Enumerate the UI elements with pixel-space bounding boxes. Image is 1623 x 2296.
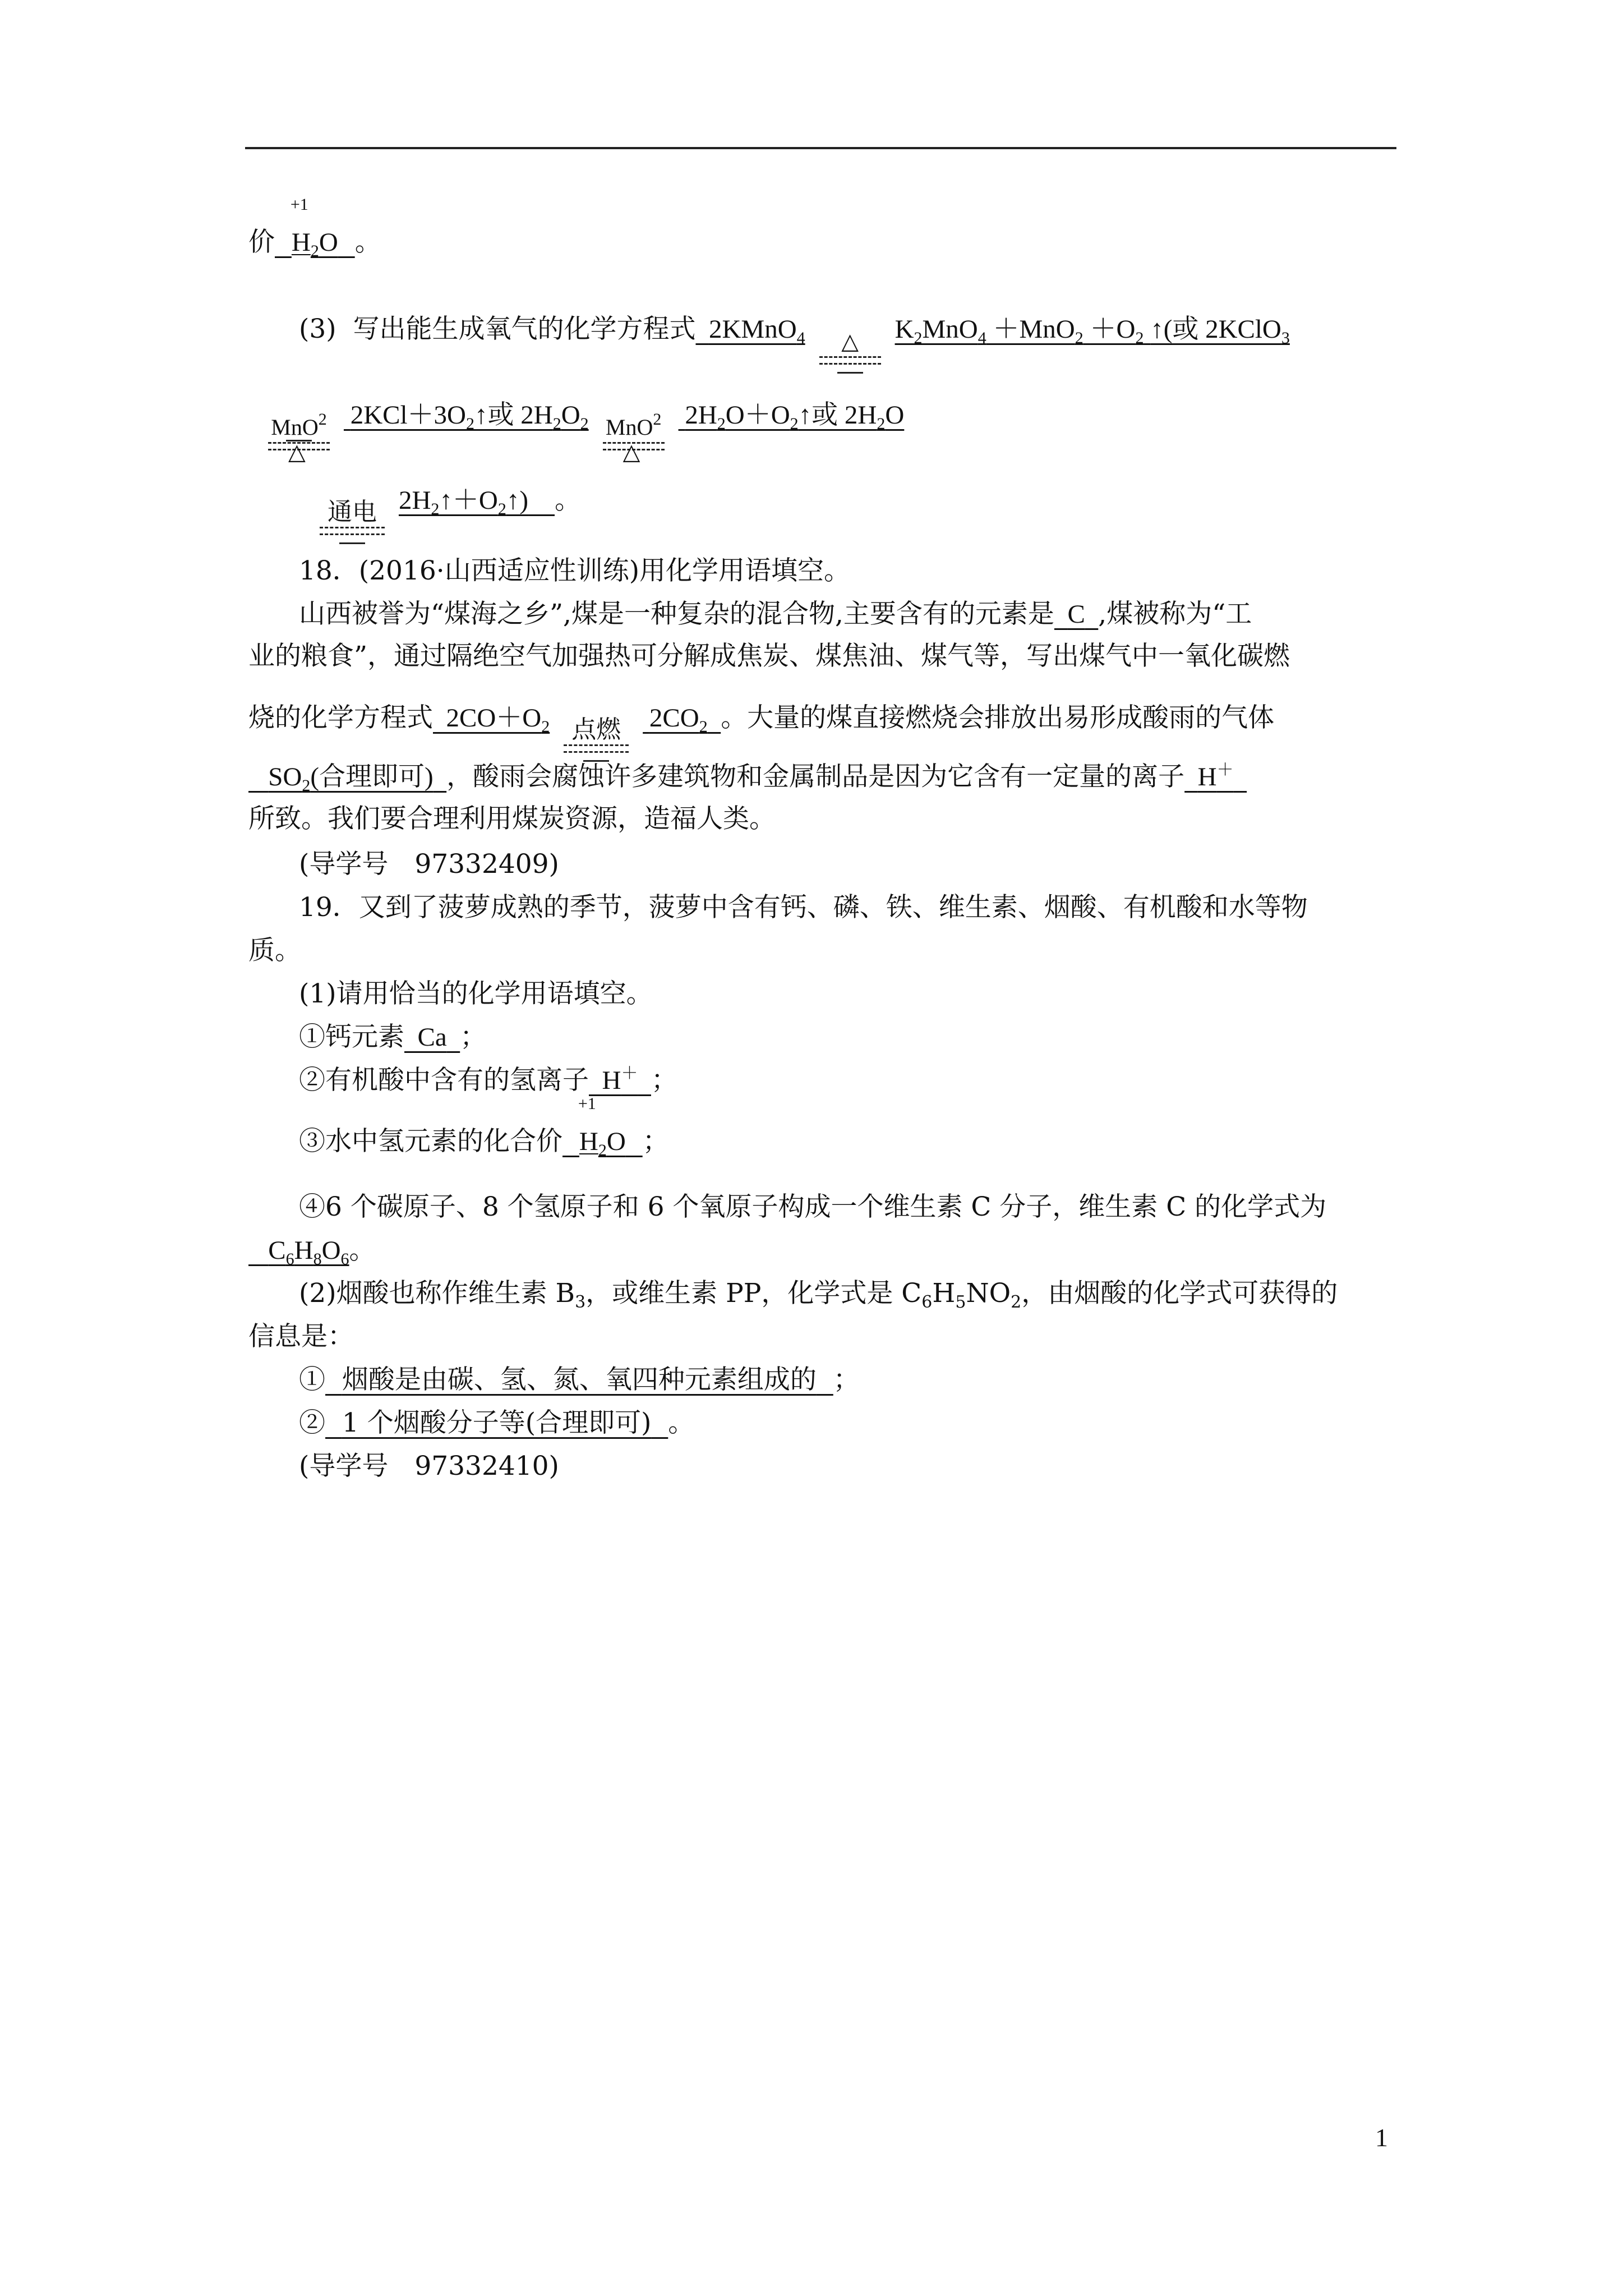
question-19-info-2: ② 1 个烟酸分子等(合理即可) 。 bbox=[299, 1407, 695, 1438]
valence-answer: +1 $H_2O$ bbox=[290, 195, 338, 260]
question-19-item-3: ③水中氢元素的化合价 +1 $H_2O$ ； bbox=[299, 1094, 669, 1159]
oxidation-marked-element: +1 H bbox=[290, 195, 311, 257]
heat-condition: △ bbox=[819, 330, 881, 374]
answer-hydrogen-ion: H＋ bbox=[1197, 761, 1234, 792]
question-18-paragraph-2: 业的粮食”，通过隔绝空气加强热可分解成焦炭、煤焦油、煤气等，写出煤气中一氧化碳燃 bbox=[248, 641, 1290, 671]
co-combustion-product: $2CO_2$ bbox=[649, 703, 708, 736]
catalyst-condition-1: MnO$^2$ △ bbox=[268, 416, 330, 441]
question-19-heading: 19．又到了菠萝成熟的季节，菠萝中含有钙、磷、铁、维生素、烟酸、有机酸和水等物 bbox=[299, 892, 1308, 923]
electrolysis-condition: 通电 bbox=[320, 501, 385, 544]
question-18-paragraph-5: 所致。我们要合理利用煤炭资源，造福人类。 bbox=[248, 803, 776, 834]
answer-vitamin-c-formula: $C_6H_8O_6$ bbox=[268, 1236, 349, 1268]
catalyst-condition-2: MnO$^2$ △ bbox=[603, 416, 665, 455]
valence-line: 价 +1 $H_2O$ 。 bbox=[248, 195, 381, 260]
question-19-guide-number: (导学号 97332410) bbox=[299, 1451, 559, 1481]
question-3-line3: 通电 $2H_2↑+O_2↑$) 。 bbox=[314, 484, 581, 544]
eq4-products: $2H_2↑+O_2↑$) bbox=[398, 486, 529, 518]
question-19-item-4-answer: $C_6H_8O_6$。 bbox=[248, 1234, 376, 1267]
question-3-line2 bbox=[262, 398, 905, 465]
eq3-products: $2H_2O+O_2↑$或 $2H_2O$ bbox=[685, 401, 905, 433]
answer-info-1: 烟酸是由碳、氢、氮、氧四种元素组成的 bbox=[342, 1364, 817, 1395]
question-3-label: (3) bbox=[299, 314, 336, 344]
question-18-paragraph-4: $SO_2$(合理即可) ，酸雨会腐蚀许多建筑物和金属制品是因为它含有一定量的离子 H＋ bbox=[248, 760, 1247, 794]
answer-hydrogen-ion-2: H＋ bbox=[602, 1064, 638, 1095]
question-19-item-4: ④6 个碳原子、8 个氢原子和 6 个氧原子构成一个维生素 C 分子，维生素 C 的化学式为 bbox=[299, 1191, 1327, 1222]
question-19-part-1: (1)请用恰当的化学用语填空。 bbox=[299, 978, 653, 1009]
co-combustion-reactants: $2CO+O_2$ bbox=[446, 703, 550, 736]
question-18-heading: 18．(2016·山西适应性训练)用化学用语填空。 bbox=[299, 555, 851, 586]
question-18-guide-number: (导学号 97332409) bbox=[299, 849, 559, 880]
question-19-part-2-cont: 信息是： bbox=[248, 1321, 354, 1352]
question-19-item-1: ①钙元素 Ca ； bbox=[299, 1022, 487, 1052]
answer-info-2: 1 个烟酸分子等(合理即可) bbox=[342, 1407, 652, 1438]
question-19-info-1: ① 烟酸是由碳、氢、氮、氧四种元素组成的 ； bbox=[299, 1364, 860, 1395]
valence-prefix: 价 bbox=[248, 227, 275, 257]
eq1-products: $K_2MnO_4 +MnO_2 +O_2$ ↑(或 2KClO$_3$ bbox=[895, 315, 1290, 347]
question-19-item-2: ②有机酸中含有的氢离子 H＋ ； bbox=[299, 1064, 677, 1096]
question-3-text: 写出能生成氧气的化学方程式 bbox=[353, 314, 696, 344]
question-19-part-2: (2)烟酸也称作维生素 $B_3$，或维生素 PP，化学式是 $C_6H_5NO_2$，由烟酸的化学式可获得的 bbox=[299, 1278, 1338, 1312]
question-3-line1 bbox=[299, 312, 1290, 374]
oxidation-state-2: +1 bbox=[578, 1094, 596, 1113]
answer-so2: $SO_2$(合理即可) bbox=[268, 762, 434, 795]
question-18-paragraph-3: 烧的化学方程式 $2CO+O_2$ 点燃 $2CO_2$ 。大量的煤直接燃烧会排放出易形成酸雨的气体 bbox=[248, 701, 1274, 762]
question-19-heading-cont: 质。 bbox=[248, 935, 301, 966]
eq1-reactant: 2KMnO$_4$ bbox=[708, 315, 805, 347]
ignition-condition: 点燃 bbox=[564, 719, 629, 762]
answer-carbon: C bbox=[1067, 600, 1085, 629]
eq2-products: $2KCl+3O_2↑$或 $2H_2O_2$ bbox=[350, 401, 589, 433]
answer-calcium: Ca bbox=[417, 1023, 447, 1052]
answer-valence: +1 $H_2O$ bbox=[578, 1094, 626, 1159]
question-18-paragraph-1: 山西被誉为“煤海之乡”,煤是一种复杂的混合物,主要含有的元素是 C ,煤被称为“工 bbox=[299, 599, 1252, 629]
oxidation-state: +1 bbox=[290, 195, 308, 214]
page-number: 1 bbox=[1375, 2123, 1388, 2152]
header-rule bbox=[245, 147, 1396, 149]
